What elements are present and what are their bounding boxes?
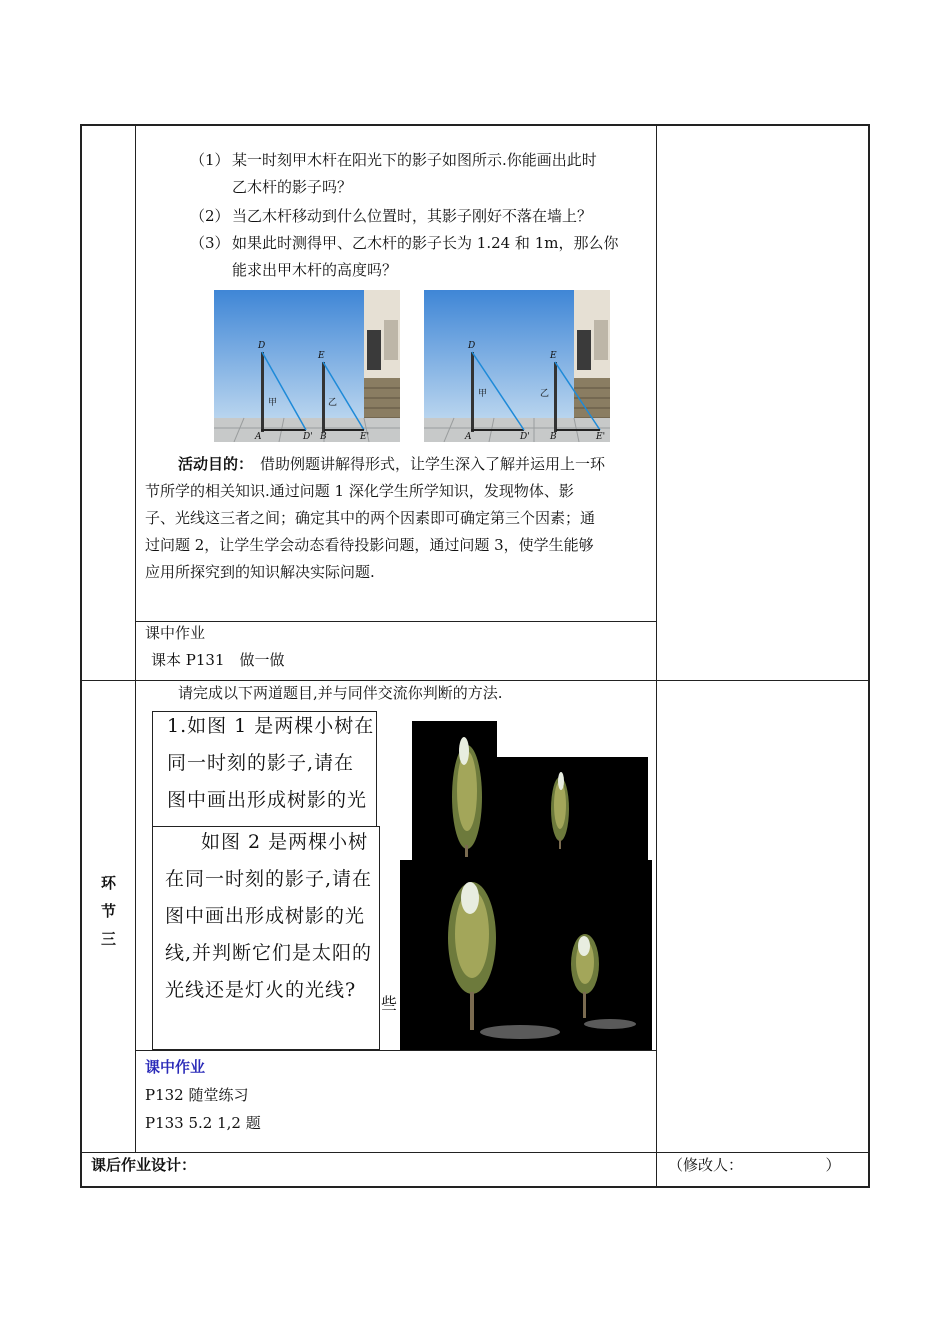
- after-class-homework-label: 课后作业设计：: [91, 1156, 197, 1174]
- label-yi: 乙: [328, 398, 338, 408]
- label-B-2: B: [550, 432, 557, 442]
- purpose-line5: 应用所探究到的知识解决实际问题.: [145, 563, 375, 581]
- section3-label-2: 节: [101, 902, 117, 920]
- tree-image-1: [412, 721, 648, 861]
- tree-image-2: [400, 860, 652, 1050]
- homework1-item: 课本 P131 做一做: [151, 651, 285, 669]
- homework2-item2: P133 5.2 1,2 题: [145, 1114, 261, 1132]
- purpose-line2: 节所学的相关知识.通过问题 1 深化学生所学知识，发现物体、影: [145, 482, 574, 500]
- label-Ep: E': [360, 432, 370, 442]
- q1-line1: 某一时刻甲木杆在阳光下的影子如图所示.你能画出此时: [232, 151, 597, 169]
- label-D-2: D: [468, 341, 476, 351]
- label-Ep-2: E': [596, 432, 606, 442]
- box2-line1: 如图 2 是两棵小树: [201, 831, 369, 853]
- label-jia-2: 甲: [478, 389, 488, 399]
- box2-line2: 在同一时刻的影子,请在: [165, 868, 373, 890]
- purpose-line4: 过问题 2，让学生学会动态看待投影问题，通过问题 3，使学生能够: [145, 536, 594, 554]
- col-divider-left: [135, 125, 136, 1152]
- section3-label-3: 三: [101, 930, 117, 948]
- box1-line3: 图中画出形成树影的光: [167, 789, 368, 811]
- editor-label: （修改人： ）: [668, 1156, 841, 1174]
- label-D: D: [258, 341, 266, 351]
- homework2-item1: P132 随堂练习: [145, 1086, 249, 1104]
- q3-line2: 能求出甲木杆的高度吗？: [232, 261, 398, 279]
- partial-hidden-text: 些: [381, 994, 398, 1013]
- q3-line1: 如果此时测得甲、乙木杆的影子长为 1.24 和 1m，那么你: [232, 234, 619, 252]
- question-box-2: [152, 826, 380, 1050]
- purpose-line3: 子、光线这三者之间；确定其中的两个因素即可确定第三个因素；通: [145, 509, 596, 527]
- q2-number: （2）: [190, 207, 230, 225]
- label-A: A: [255, 432, 262, 442]
- box1-line1: 1.如图 1 是两棵小树在: [167, 715, 375, 737]
- section3-label-1: 环: [101, 874, 117, 892]
- label-E: E: [318, 351, 325, 361]
- homework1-title: 课中作业: [145, 624, 206, 642]
- box2-line3: 图中画出形成树影的光: [165, 905, 366, 927]
- box2-line5: 光线还是灯火的光线?: [165, 979, 357, 1001]
- row-divider-section3: [81, 680, 869, 681]
- purpose-line1: 借助例题讲解得形式，让学生深入了解并运用上一环: [260, 455, 606, 473]
- q1-line2: 乙木杆的影子吗？: [232, 178, 353, 196]
- label-B: B: [320, 432, 327, 442]
- label-A-2: A: [465, 432, 472, 442]
- label-yi-2: 乙: [540, 389, 550, 399]
- pole-shadow-figure-right: [424, 290, 610, 442]
- row-divider-homework1: [135, 621, 656, 622]
- row-divider-footer: [81, 1152, 869, 1153]
- homework2-title: 课中作业: [145, 1058, 206, 1076]
- question-box-1: [152, 711, 377, 839]
- pole-shadow-figure-left: [214, 290, 400, 442]
- q2-line1: 当乙木杆移动到什么位置时，其影子刚好不落在墙上？: [232, 207, 593, 225]
- label-Dp-2: D': [520, 432, 530, 442]
- box2-line4: 线,并判断它们是太阳的: [165, 942, 373, 964]
- row-divider-homework2: [135, 1050, 656, 1051]
- col-divider-right: [656, 125, 657, 1187]
- purpose-label: 活动目的：: [178, 455, 254, 473]
- section3-intro: 请完成以下两道题目,并与同伴交流你判断的方法.: [178, 684, 503, 702]
- q1-number: （1）: [190, 151, 230, 169]
- box1-line2: 同一时刻的影子,请在: [167, 752, 355, 774]
- label-Dp: D': [303, 432, 313, 442]
- label-E-2: E: [550, 351, 557, 361]
- label-jia: 甲: [268, 398, 278, 408]
- q3-number: （3）: [190, 234, 230, 252]
